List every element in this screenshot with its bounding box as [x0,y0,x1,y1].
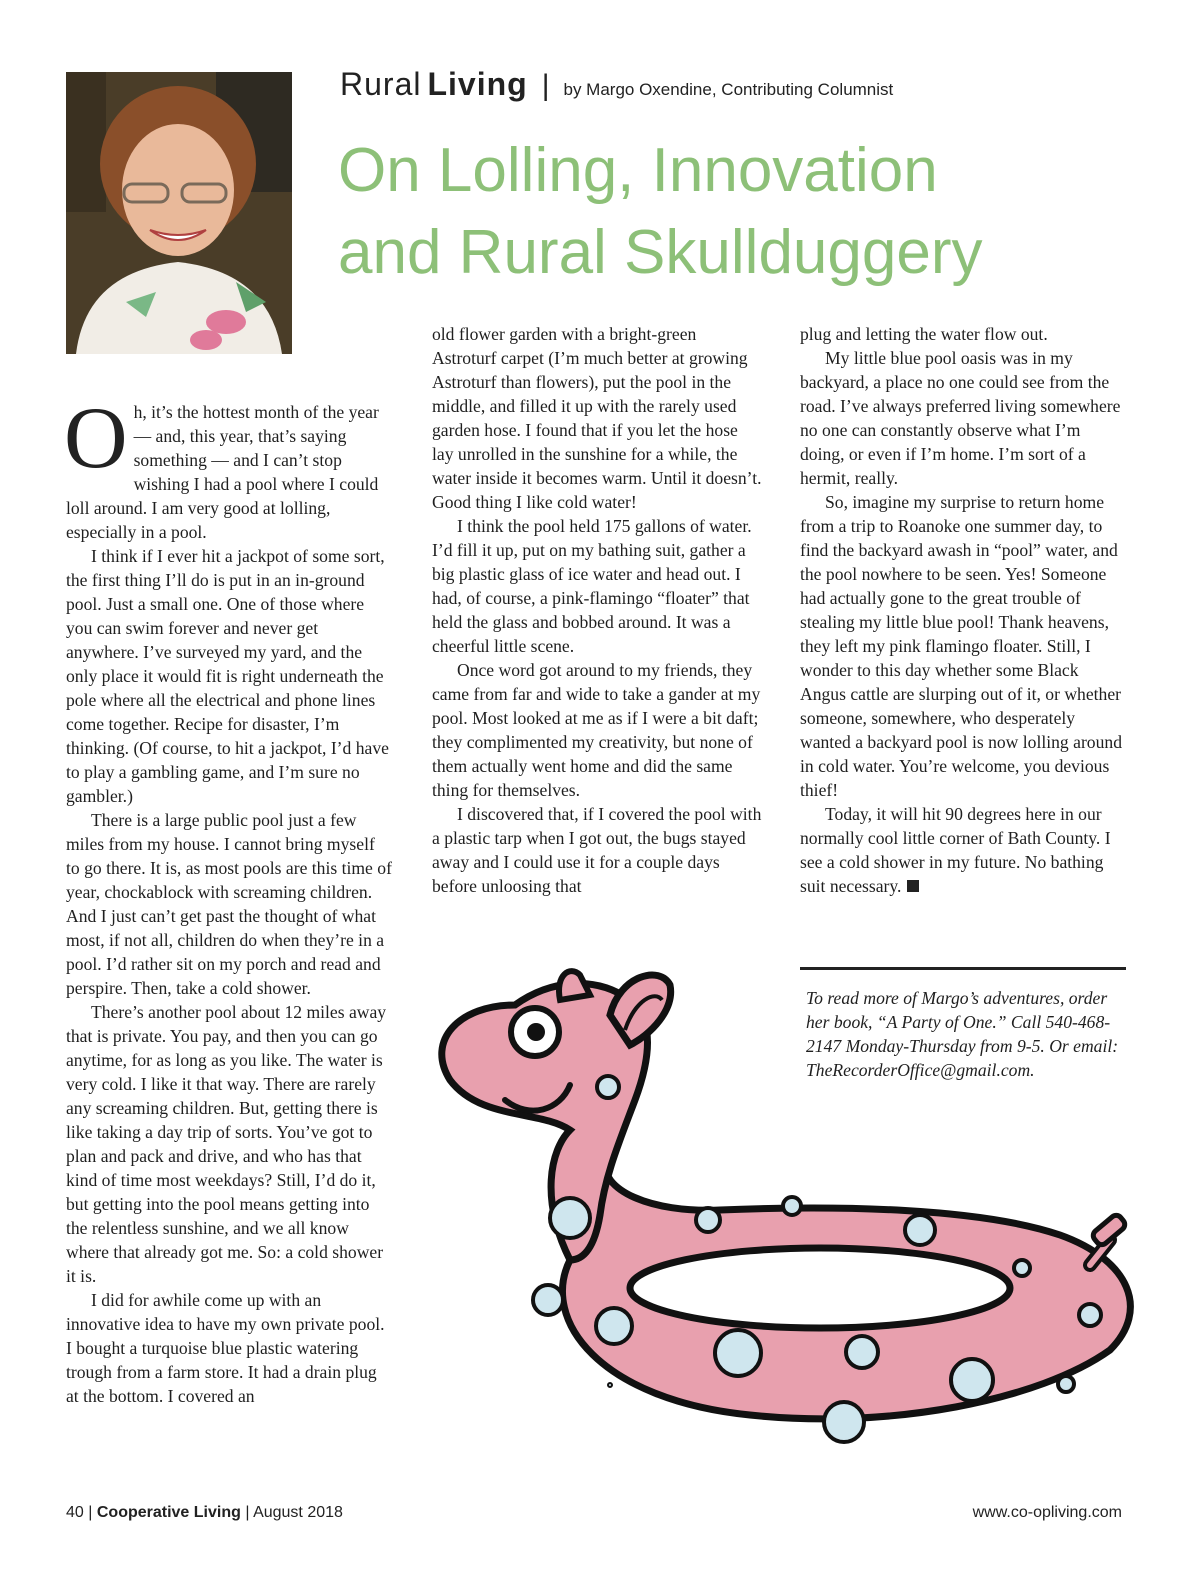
issue-date: August 2018 [253,1504,343,1521]
magazine-name: Cooperative Living [96,1504,241,1521]
column-name-rural: Rural [340,66,422,102]
headline-line-2: and Rural Skullduggery [338,218,983,287]
article-paragraph: There’s another pool about 12 miles away that is private. You pay, and then you can go anytime, for as long as you like. The water is very cold. I like it that way. There are rarely any screaming children. But, getting there is like taking a day trip of sorts. You’ve got to plan and pack and drive, and who has that kind of time most weekdays? Still, I’d do it, but getting into the pool means getting into the relentless sunshine, and we all know where that already got me. So: a cold shower it is. [66,1002,387,1286]
footer-separator: | [245,1504,250,1521]
article-column-3 [800,322,1126,898]
article-paragraph [64,390,392,544]
column-name-living: Living [427,66,528,102]
article-paragraph: I think if I ever hit a jackpot of some sort, the first thing I’ll do is put in an in-ground pool. Just a small one. One of those where you can swim forever and never get anywhere. I’ve surveyed my yard, and the only place it would fit is right underneath the pole where all the electrical and phone lines come together. Recipe for disaster, I’m thinking. (Of course, to hit a jackpot, I’d have to play a gambling game, and I’m sure no gambler.) [66,546,389,806]
flamingo-float-illustration [420,960,1140,1450]
byline: by Margo Oxendine, Contributing Columnist [563,80,894,99]
drop-cap: O [64,390,128,487]
article-paragraph: plug and letting the water flow out. [800,324,1048,344]
float-valve-cap [1091,1213,1127,1247]
article-paragraph: My little blue pool oasis was in my backyard, a place no one could see from the road. I’ve always preferred living somewhere no one can constantly observe what I’m doing, or even if I’m home. I’m sort of a hermit, really. [800,348,1121,488]
footer-left [66,1504,343,1522]
float-ear-left [559,971,590,1000]
website-link[interactable]: www.co-opliving.com [972,1504,1122,1521]
column-separator: | [541,69,550,102]
article-paragraph: Once word got around to my friends, they came from far and wide to take a gander at my pool. Most looked at me as if I were a bit daft; they complimented my creativity, but none of them actually went home and did the same thing for themselves. [432,660,761,800]
paragraph-text: h, it’s the hottest month of the year — and, this year, that’s saying something — and I can’t stop wishing I had a pool where I could loll around. I am very good at lolling, especially in a pool. [66,402,379,542]
article-column-1 [64,390,392,1408]
headline [338,130,1138,294]
article-paragraph: I think the pool held 175 gallons of water. I’d fill it up, put on my bathing suit, gather a big plastic glass of ice water and head out. I had, of course, a pink-flamingo “floater” that held the glass and bobbed around. It was a cheerful little scene. [432,516,752,656]
article-paragraph: There is a large public pool just a few miles from my house. I cannot bring myself to go there. It is, as most pools are this time of year, chockablock with screaming children. And I just can’t get past the thought of what most, if not all, children do when they’re in a pool. I’d rather sit on my porch and read and perspire. Then, take a cold shower. [66,810,392,998]
article-column-2 [432,322,762,898]
article-paragraph [800,802,1126,898]
article-paragraph: So, imagine my surprise to return home from a trip to Roanoke one summer day, to find the backyard awash in “pool” water, and the pool nowhere to be seen. Yes! Someone had actually gone to the great trouble of stealing my little blue pool! Thank heavens, they left my pink flamingo floater. Still, I wonder to this day whether some Black Angus cattle are slurping out of it, or whether someone, somewhere, who desperately wanted a backyard pool is now lolling around in cold water. You’re welcome, you devious thief! [800,492,1122,800]
article-paragraph: I did for awhile come up with an innovative idea to have my own private pool. I bought a turquoise blue plastic watering trough from a farm store. It had a drain plug at the bottom. I covered an [66,1290,385,1406]
paragraph-text: Today, it will hit 90 degrees here in our normally cool little corner of Bath County. I see a cold shower in my future. No bathing suit necessary. [800,804,1111,896]
book-promo-note: To read more of Margo’s adventures, order her book, “A Party of One.” Call 540-468-2147 Monday-Thursday from 9-5. Or email: TheRecorderOffice@gmail.com. [806,988,1119,1080]
float-pupil [527,1023,545,1041]
footer-separator: | [88,1504,93,1521]
article-paragraph: old flower garden with a bright-green Astroturf carpet (I’m much better at growing Astroturf than flowers), put the pool in the middle, and filled it up with the rarely used garden hose. I found that if you let the hose lay unrolled in the sunshine for a while, the water inside it becomes warm. Until it doesn’t. Good thing I like cold water! [432,324,762,512]
page-number: 40 [66,1504,84,1521]
end-mark-icon [907,880,919,892]
author-photo [66,72,292,354]
headline-line-1: On Lolling, Innovation [338,136,938,205]
float-hole [630,1248,1010,1328]
article-paragraph: I discovered that, if I covered the pool with a plastic tarp when I got out, the bugs stayed away and I could use it for a couple days before unloosing that [432,804,762,896]
float-ear-right [610,975,671,1045]
column-label [340,66,893,106]
author-portrait-illustration [66,72,292,354]
